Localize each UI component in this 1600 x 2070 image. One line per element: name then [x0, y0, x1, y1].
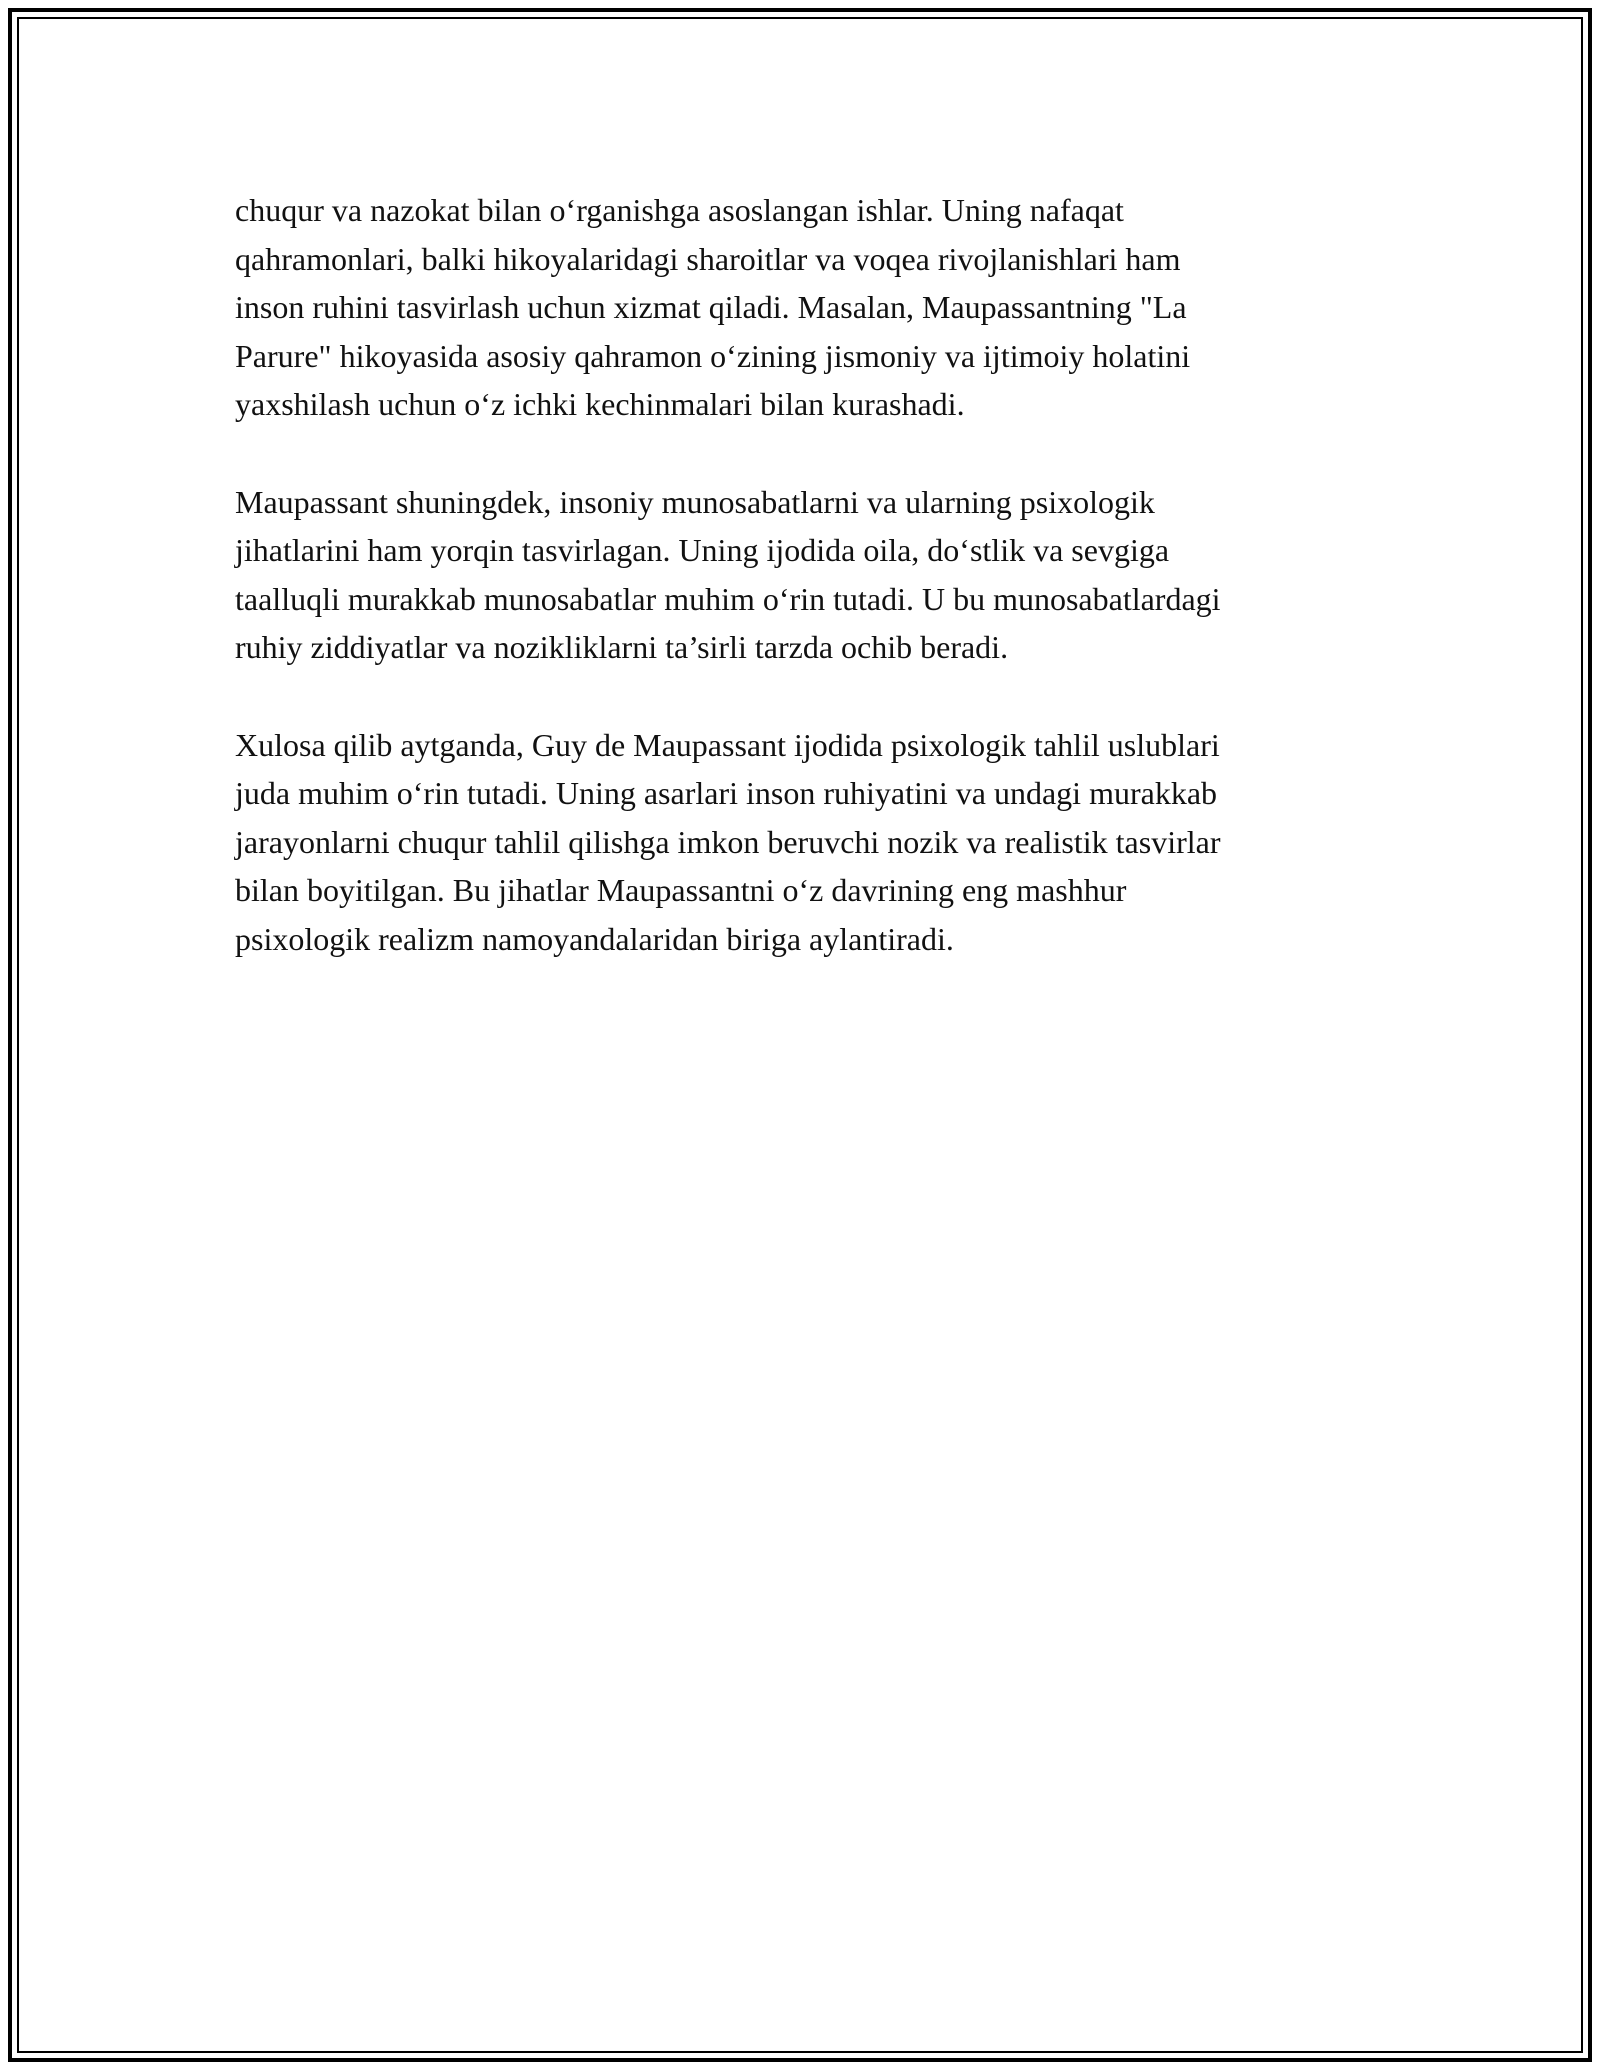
paragraph-2: Maupassant shuningdek, insoniy munosabatlarni va ularning psixologik jihatlarini ham yorqin tasvirlagan. Uning ijodida oila, do‘stlik va sevgiga taalluqli murakkab munosabatlar muhim o‘rin tutadi. U bu munosabatlardagi ruhiy ziddiyatlar va nozikliklarni ta’sirli tarzda ochib beradi. — [235, 483, 1221, 666]
paragraph-3: Xulosa qilib aytganda, Guy de Maupassant ijodida psixologik tahlil uslublari juda muhim o‘rin tutadi. Uning asarlari inson ruhiyatini va undagi murakkab jarayonlarni chuqur tahlil qilishga imkon beruvchi nozik va realistik tasvirlar bilan boyitilgan. Bu jihatlar Maupassantni o‘z davrining eng mashhur psixologik realizm namoyandalaridan biriga aylantiradi. — [235, 726, 1221, 957]
paragraph-1: chuqur va nazokat bilan o‘rganishga asoslangan ishlar. Uning nafaqat qahramonlari, balki hikoyalaridagi sharoitlar va voqea rivojlanishlari ham inson ruhini tasvirlash uchun xizmat qiladi. Masalan, Maupassantning "La Parure" hikoyasida asosiy qahramon o‘zining jismoniy va ijtimoiy holatini yaxshilash uchun o‘z ichki kechinmalari bilan kurashadi. — [235, 192, 1191, 423]
document-body — [235, 186, 1375, 1012]
